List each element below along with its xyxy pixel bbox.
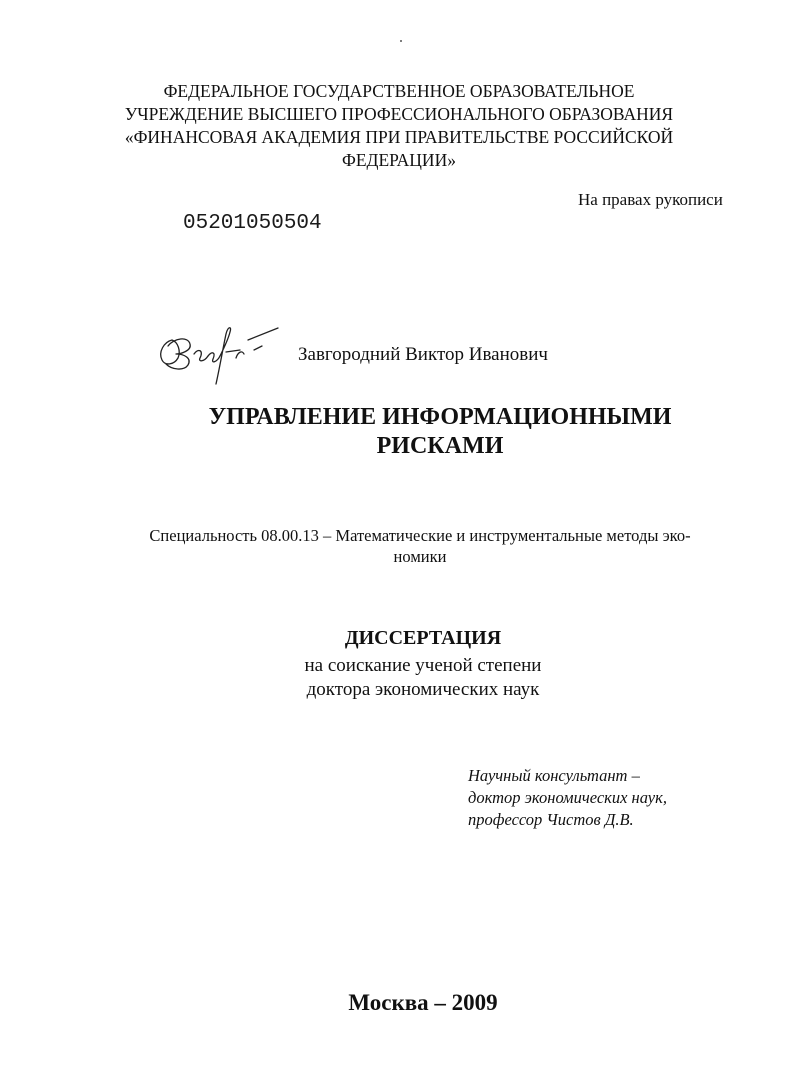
consultant-line: доктор экономических наук, [468,788,667,807]
city-year: Москва – 2009 [348,990,498,1015]
specialty-line: Специальность 08.00.13 – Математические и инструментальные методы эко- [149,526,691,545]
institution-line: «ФИНАНСОВАЯ АКАДЕМИЯ ПРИ ПРАВИТЕЛЬСТВЕ РОССИЙСКОЙ [124,127,674,147]
institution-line: ФЕДЕРАЛЬНОЕ ГОСУДАРСТВЕННОЕ ОБРАЗОВАТЕЛЬНОЕ [163,81,635,101]
institution-line: УЧРЕЖДЕНИЕ ВЫСШЕГО ПРОФЕССИОНАЛЬНОГО ОБРАЗОВАНИЯ [124,104,674,124]
dissertation-title [0,403,798,461]
scan-speck [400,40,402,42]
author-name: Завгородний Виктор Иванович [298,344,548,365]
manuscript-rights-label: На правах рукописи [578,190,723,209]
specialty [100,525,740,567]
author-signature [150,318,280,390]
degree-line: доктора экономических наук [306,679,540,700]
library-stamp-number: 05201050504 [183,212,322,235]
degree-line: на соискание ученой степени [304,655,542,676]
institution-line: ФЕДЕРАЦИИ» [342,150,456,170]
consultant-line: Научный консультант – [468,766,640,785]
consultant-line: профессор Чистов Д.В. [468,810,634,829]
document-type: ДИССЕРТАЦИЯ [344,627,502,649]
title-line: УПРАВЛЕНИЕ ИНФОРМАЦИОННЫМИ [208,404,672,430]
institution-header [0,80,798,172]
signature-icon [150,318,280,390]
specialty-line: номики [393,547,447,566]
scientific-consultant [468,765,667,831]
title-line: РИСКАМИ [376,433,504,459]
